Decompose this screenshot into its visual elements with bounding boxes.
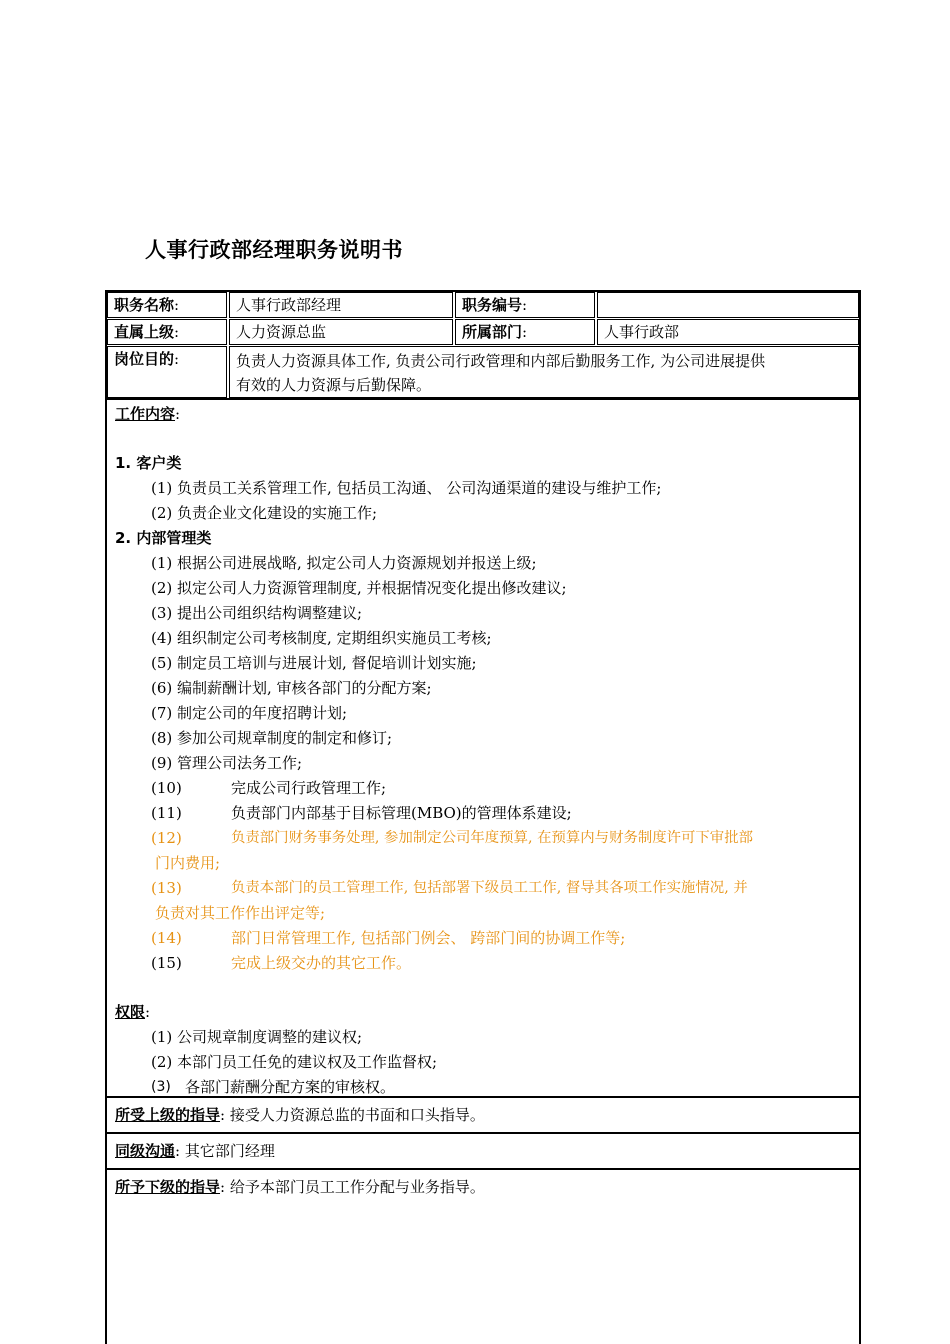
job-title-value: 人事行政部经理 [236, 296, 342, 314]
job-code-value-cell [597, 292, 859, 318]
peer-communication-section [107, 1134, 859, 1168]
list-item: (9) 管理公司法务工作; [151, 754, 303, 772]
list-item-number: (14) [151, 929, 182, 947]
list-item: (4) 组织制定公司考核制度, 定期组织实施员工考核; [151, 629, 492, 647]
list-item-number: (15) [151, 954, 182, 972]
department-label: 所属部门 [462, 323, 523, 341]
list-item: (6) 编制薪酬计划, 审核各部门的分配方案; [151, 679, 432, 697]
list-item: (8) 参加公司规章制度的制定和修订; [151, 729, 393, 747]
header-row-superior [107, 319, 859, 345]
list-item: (2) 本部门员工任免的建议权及工作监督权; [151, 1053, 438, 1071]
list-item: (7) 制定公司的年度招聘计划; [151, 704, 348, 722]
subordinate-guidance-label: 所予下级的指导 [115, 1178, 221, 1196]
superior-guidance-label: 所受上级的指导 [115, 1106, 221, 1124]
list-item: 各部门薪酬分配方案的审核权。 [185, 1078, 396, 1096]
list-item: (2) 负责企业文化建设的实施工作; [151, 504, 378, 522]
superior-value: 人力资源总监 [236, 323, 327, 341]
superior-label: 直属上级 [114, 323, 175, 341]
peer-communication-label: 同级沟通 [115, 1142, 176, 1160]
authority-heading: 权限 [115, 1003, 146, 1021]
list-item: 完成公司行政管理工作; [231, 779, 387, 797]
job-code-label-cell: 职务编号: [455, 292, 595, 318]
list-item-number: (13) [151, 879, 182, 897]
list-item: (3) 提出公司组织结构调整建议; [151, 604, 363, 622]
department-label-cell: 所属部门: [455, 319, 595, 345]
header-row-purpose [107, 346, 859, 398]
list-item-number: (10) [151, 779, 182, 797]
category-internal-management: 2. 内部管理类 [115, 529, 212, 547]
superior-value-cell [229, 319, 453, 345]
purpose-label: 岗位目的 [114, 350, 175, 368]
job-title-label-cell: 职务名称: [107, 292, 227, 318]
superior-guidance-text: : 接受人力资源总监的书面和口头指导。 [220, 1106, 485, 1124]
purpose-value-cell [229, 346, 859, 398]
document-title: 人事行政部经理职务说明书 [145, 238, 403, 262]
superior-label-cell: 直属上级: [107, 319, 227, 345]
purpose-line-1: 负责人力资源具体工作, 负责公司行政管理和内部后勤服务工作, 为公司进展提供 [236, 352, 766, 370]
list-item: (2) 拟定公司人力资源管理制度, 并根据情况变化提出修改建议; [151, 579, 567, 597]
job-description-table [105, 290, 861, 1344]
purpose-label-cell: 岗位目的: [107, 346, 227, 398]
list-item-continuation: 负责对其工作作出评定等; [155, 904, 326, 922]
superior-guidance-section [107, 1098, 859, 1132]
list-item: 负责部门财务事务处理, 参加制定公司年度预算, 在预算内与财务制度许可下审批部 [231, 830, 753, 846]
header-row-job-title [107, 292, 859, 318]
list-item: (1) 根据公司进展战略, 拟定公司人力资源规划并报送上级; [151, 554, 537, 572]
list-item: (1) 公司规章制度调整的建议权; [151, 1028, 363, 1046]
job-code-label: 职务编号 [462, 296, 523, 314]
list-item: 负责本部门的员工管理工作, 包括部署下级员工工作, 督导其各项工作实施情况, 并 [231, 880, 748, 896]
work-content-heading: 工作内容 [115, 405, 176, 423]
peer-communication-text: : 其它部门经理 [175, 1142, 275, 1160]
department-value: 人事行政部 [604, 323, 680, 341]
subordinate-guidance-text: : 给予本部门员工工作分配与业务指导。 [220, 1178, 485, 1196]
list-item-number: (3) [151, 1079, 171, 1095]
list-item-number: (11) [151, 804, 182, 822]
list-item-number: (12) [151, 829, 182, 847]
list-item: 完成上级交办的其它工作。 [231, 954, 412, 972]
job-title-value-cell [229, 292, 453, 318]
list-item-continuation: 门内费用; [155, 854, 221, 872]
department-value-cell [597, 319, 859, 345]
list-item: 负责部门内部基于目标管理(MBO)的管理体系建设; [231, 804, 572, 822]
list-item: (1) 负责员工关系管理工作, 包括员工沟通、 公司沟通渠道的建设与维护工作; [151, 479, 662, 497]
subordinate-guidance-section [107, 1170, 859, 1204]
work-content-section: 工作内容: 1. 客户类 (1) 负责员工关系管理工作, 包括员工沟通、 公司沟通渠道的建设与维护工作; (2) 负责企业文化建设的实施工作; 2. 内部管理类 (1) 根据公司进展战略, 拟定公司人力资源规划并报送上级; (2) 拟定公司人力资源管理制度, 并根据情况变化提出修改建议; (3) 提出公司组织结构调整建议; (4) 组织制定公司考核制度, 定期组织实施员工考核; (5) 制定员工培训与进展计划, 督促培训计划实施; (6) 编制薪酬计划, 审核各部门的分配方案; (7) 制定公司的年度招聘计划; (8) 参加公司规章制度的制定和修订; (9) 管理公司法务工作; (10) 完成公司行政管理工作; (11) 负责部门内部基于目标管理(MBO)的管理体系建设; (12) 负责部门财务事务处理, 参加制定公司年度预算, 在预算内与财务制度许可下审批部 门内费用; (13) 负责本部门的员工管理工作, 包括部署下级员工工作, 督导其各项工作实施情况, 并 负责对其工作作出评定等; (14) 部门日常管理工作, 包括部门例会、 跨部门间的协调工作等; (15) 完成上级交办的其它工作。 权限: (1) 公司规章制度调整的建议权; (2) 本部门员工任免的建议权及工作监督权; (3) 各部门薪酬分配方案的审核权。 [107, 400, 859, 1096]
list-item: 部门日常管理工作, 包括部门例会、 跨部门间的协调工作等; [231, 929, 626, 947]
job-title-label: 职务名称 [114, 296, 175, 314]
category-customer: 1. 客户类 [115, 454, 182, 472]
list-item: (5) 制定员工培训与进展计划, 督促培训计划实施; [151, 654, 477, 672]
purpose-line-2: 有效的人力资源与后勤保障。 [236, 376, 432, 394]
